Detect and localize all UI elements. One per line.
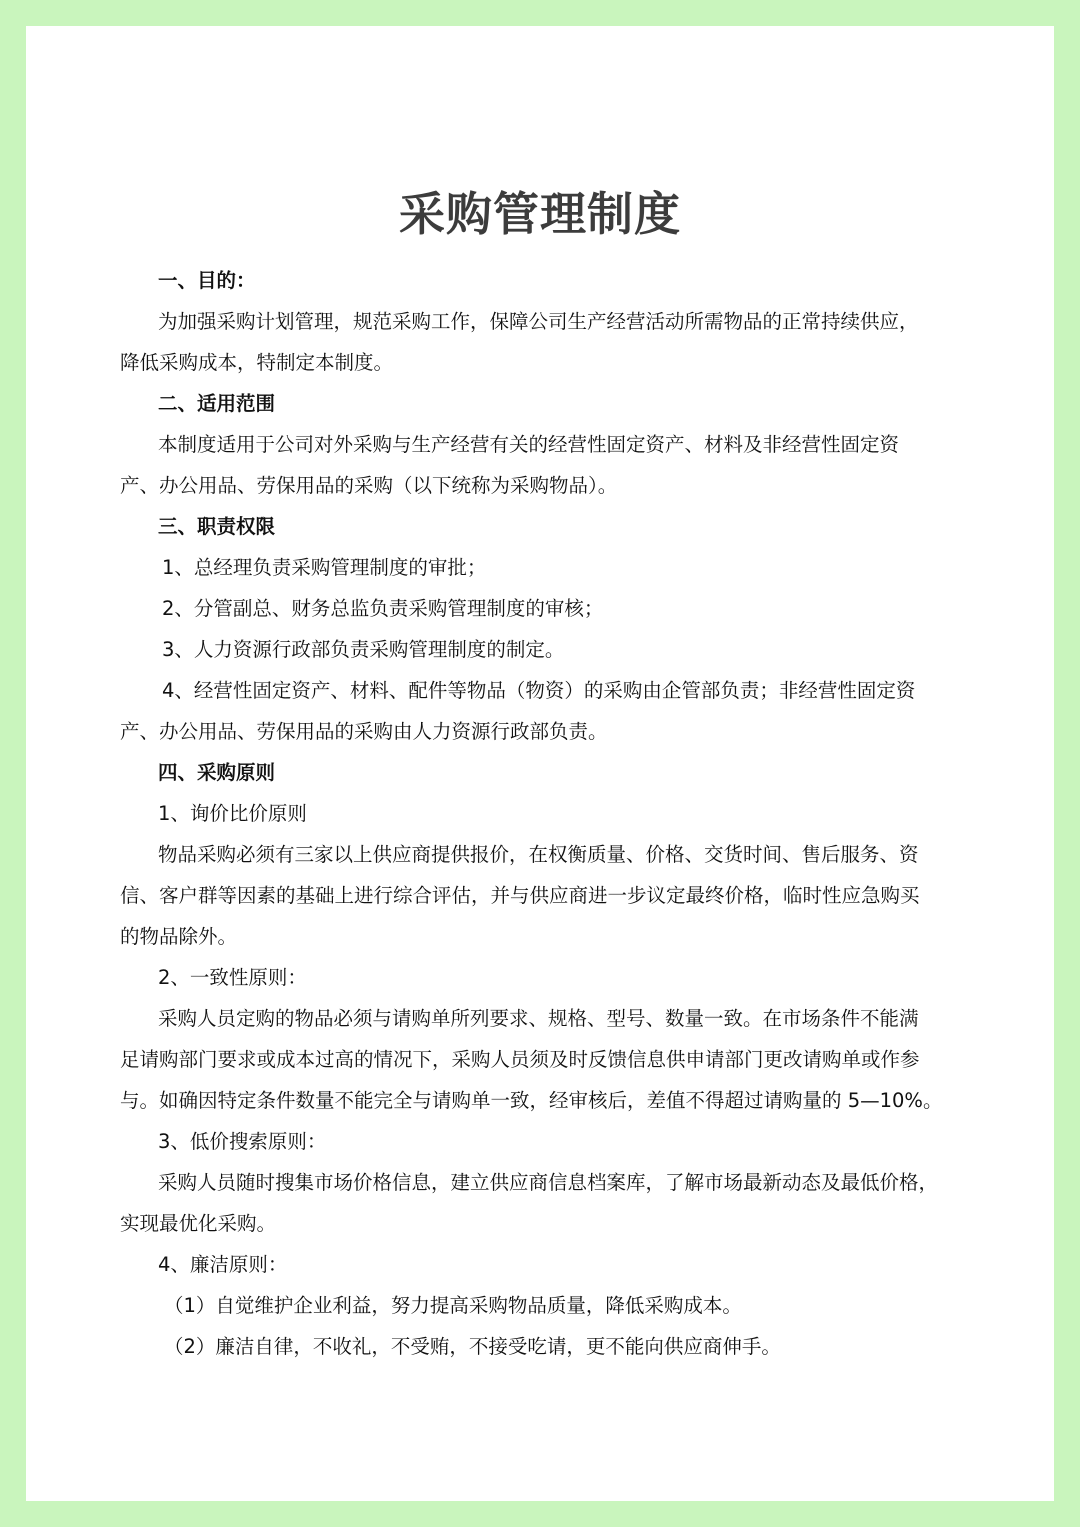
list-item: （2）廉洁自律，不收礼，不受贿，不接受吃请，更不能向供应商伸手。 [164, 1335, 781, 1358]
paragraph-line: 与。如确因特定条件数量不能完全与请购单一致，经审核后，差值不得超过请购量的 5—10%。 [120, 1089, 943, 1112]
subheading: 3、低价搜索原则： [158, 1130, 327, 1153]
section-heading-purpose: 一、目的： [158, 269, 256, 292]
paragraph-line: 物品采购必须有三家以上供应商提供报价，在权衡质量、价格、交货时间、售后服务、资 [158, 843, 919, 866]
paragraph-line: 本制度适用于公司对外采购与生产经营有关的经营性固定资产、材料及非经营性固定资 [158, 433, 900, 456]
paragraph-line: 信、客户群等因素的基础上进行综合评估，并与供应商进一步议定最终价格，临时性应急购买 [120, 884, 920, 907]
paragraph-line: 为加强采购计划管理，规范采购工作，保障公司生产经营活动所需物品的正常持续供应， [158, 310, 919, 333]
subheading: 2、一致性原则： [158, 966, 307, 989]
paragraph-line: 采购人员定购的物品必须与请购单所列要求、规格、型号、数量一致。在市场条件不能满 [158, 1007, 919, 1030]
list-item: 2、分管副总、财务总监负责采购管理制度的审核； [162, 597, 604, 620]
list-item: 3、人力资源行政部负责采购管理制度的制定。 [162, 638, 565, 661]
list-item: 4、经营性固定资产、材料、配件等物品（物资）的采购由企管部负责；非经营性固定资 [162, 679, 916, 702]
section-heading-responsibilities: 三、职责权限 [158, 515, 276, 538]
list-item: （1）自觉维护企业利益，努力提高采购物品质量，降低采购成本。 [164, 1294, 742, 1317]
paragraph-line: 降低采购成本，特制定本制度。 [120, 351, 394, 374]
paragraph-line: 产、办公用品、劳保用品的采购由人力资源行政部负责。 [120, 720, 608, 743]
subheading: 4、廉洁原则： [158, 1253, 288, 1276]
paragraph-line: 的物品除外。 [120, 925, 238, 948]
paragraph-line: 采购人员随时搜集市场价格信息，建立供应商信息档案库，了解市场最新动态及最低价格， [158, 1171, 939, 1194]
section-heading-scope: 二、适用范围 [158, 392, 276, 415]
paragraph-line: 产、办公用品、劳保用品的采购（以下统称为采购物品）。 [120, 474, 618, 497]
subheading: 1、询价比价原则 [158, 802, 307, 825]
paragraph-line: 实现最优化采购。 [120, 1212, 277, 1235]
document-title: 采购管理制度 [399, 187, 681, 241]
paragraph-line: 足请购部门要求或成本过高的情况下，采购人员须及时反馈信息供申请部门更改请购单或作参 [120, 1048, 920, 1071]
section-heading-principles: 四、采购原则 [158, 761, 276, 784]
list-item: 1、总经理负责采购管理制度的审批； [162, 556, 487, 579]
